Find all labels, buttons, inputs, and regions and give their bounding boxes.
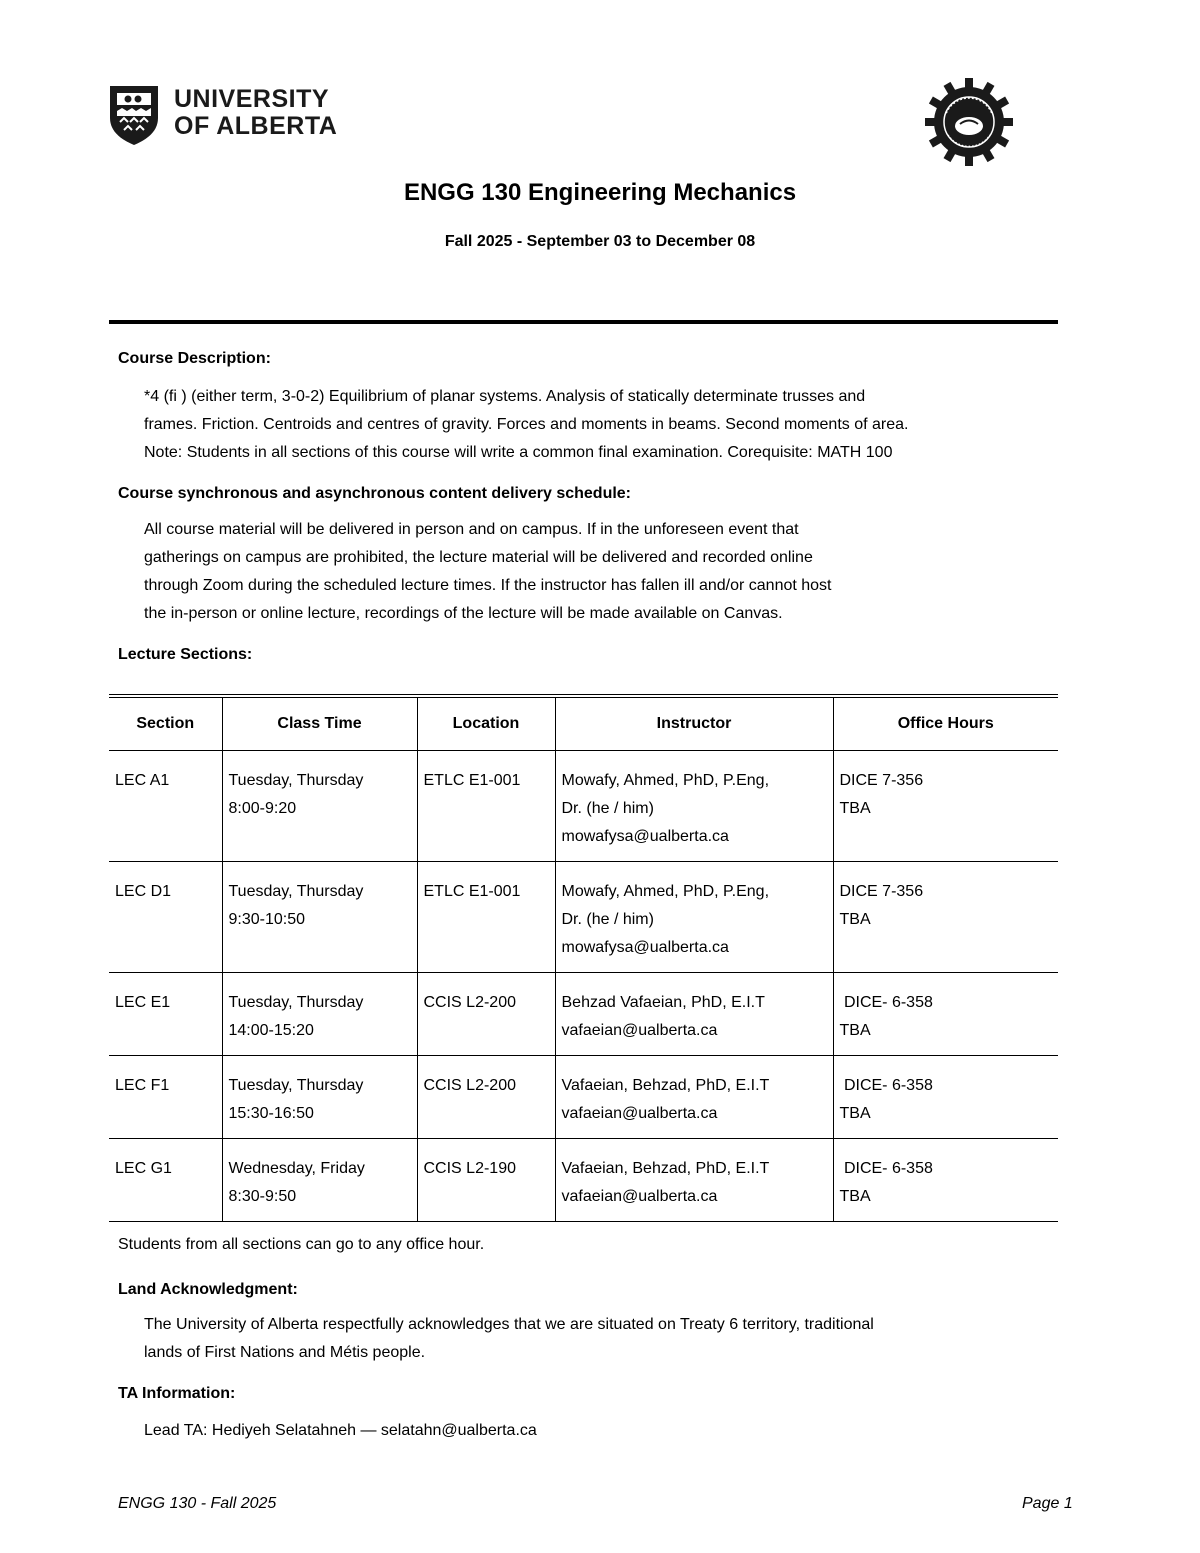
- class-days: Wednesday, Friday: [228, 1160, 365, 1177]
- course-description-heading: Course Description:: [118, 350, 271, 367]
- instructor-email: mowafysa@ualberta.ca: [561, 828, 729, 845]
- column-header-location: Location: [417, 698, 555, 751]
- location-cell: ETLC E1-001: [417, 862, 555, 973]
- office-hour-note: Students from all sections can go to any office hour.: [118, 1236, 485, 1253]
- location-cell: CCIS L2-200: [417, 1056, 555, 1139]
- office-room: DICE 7-356: [839, 772, 924, 789]
- land-acknowledgment-text: [144, 1311, 874, 1367]
- table-header-row: [109, 698, 1058, 751]
- office-hours-cell: [833, 973, 1058, 1056]
- class-days: Tuesday, Thursday: [228, 883, 364, 900]
- column-header-office-hours: Office Hours: [833, 698, 1058, 751]
- class-hours: 15:30-16:50: [228, 1105, 314, 1122]
- instructor-title: Dr. (he / him): [561, 911, 654, 928]
- delivery-schedule-text: [144, 516, 832, 628]
- column-header-section: Section: [109, 698, 222, 751]
- office-hours-cell: [833, 862, 1058, 973]
- class-time-cell: [222, 862, 417, 973]
- delivery-line: All course material will be delivered in person and on campus. If in the unforeseen event that: [144, 521, 799, 538]
- ta-information-text: [144, 1417, 537, 1445]
- office-time: TBA: [839, 800, 871, 817]
- header-divider: [109, 320, 1058, 324]
- office-time: TBA: [839, 1105, 871, 1122]
- instructor-email: mowafysa@ualberta.ca: [561, 939, 729, 956]
- instructor-name: Mowafy, Ahmed, PhD, P.Eng,: [561, 883, 770, 900]
- instructor-cell: [555, 751, 833, 862]
- class-hours: 8:30-9:50: [228, 1188, 297, 1205]
- table-top-rule: [109, 694, 1058, 695]
- office-room: DICE- 6-358: [839, 1160, 933, 1177]
- land-acknowledgment-line: lands of First Nations and Métis people.: [144, 1344, 426, 1361]
- delivery-schedule-heading: Course synchronous and asynchronous content delivery schedule:: [118, 485, 632, 502]
- instructor-cell: [555, 973, 833, 1056]
- instructor-name: Vafaeian, Behzad, PhD, E.I.T: [561, 1160, 770, 1177]
- table-row: [109, 1139, 1058, 1222]
- shield-icon: [108, 84, 160, 146]
- class-time-cell: [222, 751, 417, 862]
- office-room: DICE- 6-358: [839, 994, 933, 1011]
- table-row: [109, 751, 1058, 862]
- term-dates: Fall 2025 - September 03 to December 08: [444, 233, 756, 250]
- table-row: [109, 862, 1058, 973]
- office-time: TBA: [839, 1188, 871, 1205]
- table-row: [109, 1056, 1058, 1139]
- section-cell: LEC D1: [109, 862, 222, 973]
- class-days: Tuesday, Thursday: [228, 772, 364, 789]
- course-description-text: [144, 383, 908, 467]
- page-number: Page 1: [1022, 1495, 1073, 1512]
- footer-course: ENGG 130 - Fall 2025: [118, 1495, 277, 1512]
- instructor-email: vafaeian@ualberta.ca: [561, 1105, 718, 1122]
- lecture-sections-heading: Lecture Sections:: [118, 646, 253, 663]
- engineering-gear-logo: [924, 77, 1014, 167]
- instructor-name: Behzad Vafaeian, PhD, E.I.T: [561, 994, 765, 1011]
- logo-text-line-2: OF ALBERTA: [174, 112, 338, 140]
- instructor-email: vafaeian@ualberta.ca: [561, 1188, 718, 1205]
- lecture-sections-table: [109, 697, 1058, 1222]
- course-description-line: frames. Friction. Centroids and centres of gravity. Forces and moments in beams. Second moments of area.: [144, 416, 909, 433]
- section-cell: LEC G1: [109, 1139, 222, 1222]
- column-header-instructor: Instructor: [555, 698, 833, 751]
- delivery-line: through Zoom during the scheduled lecture times. If the instructor has fallen ill and/or cannot host: [144, 577, 832, 594]
- location-cell: ETLC E1-001: [417, 751, 555, 862]
- instructor-name: Mowafy, Ahmed, PhD, P.Eng,: [561, 772, 770, 789]
- instructor-cell: [555, 1139, 833, 1222]
- class-days: Tuesday, Thursday: [228, 1077, 364, 1094]
- class-hours: 9:30-10:50: [228, 911, 306, 928]
- office-hours-cell: [833, 1139, 1058, 1222]
- delivery-line: the in-person or online lecture, recordings of the lecture will be made available on Canvas.: [144, 605, 783, 622]
- gear-icon: [924, 77, 1014, 167]
- land-acknowledgment-heading: Land Acknowledgment:: [118, 1281, 298, 1298]
- instructor-email: vafaeian@ualberta.ca: [561, 1022, 718, 1039]
- instructor-name: Vafaeian, Behzad, PhD, E.I.T: [561, 1077, 770, 1094]
- page-title: ENGG 130 Engineering Mechanics: [403, 179, 797, 206]
- section-cell: LEC F1: [109, 1056, 222, 1139]
- course-description-line: Note: Students in all sections of this course will write a common final examination. Corequisite: MATH 100: [144, 444, 893, 461]
- office-time: TBA: [839, 911, 871, 928]
- ta-information-heading: TA Information:: [118, 1385, 236, 1402]
- class-days: Tuesday, Thursday: [228, 994, 364, 1011]
- location-cell: CCIS L2-200: [417, 973, 555, 1056]
- university-of-alberta-logo: [108, 84, 348, 146]
- instructor-cell: [555, 862, 833, 973]
- course-description-line: *4 (fi ) (either term, 3-0-2) Equilibrium of planar systems. Analysis of statically determinate trusses and: [144, 388, 866, 405]
- class-hours: 8:00-9:20: [228, 800, 297, 817]
- section-cell: LEC A1: [109, 751, 222, 862]
- class-time-cell: [222, 973, 417, 1056]
- lead-ta-line: Lead TA: Hediyeh Selatahneh — selatahn@ualberta.ca: [144, 1422, 537, 1439]
- logo-text-line-1: UNIVERSITY: [174, 85, 330, 113]
- class-hours: 14:00-15:20: [228, 1022, 314, 1039]
- section-cell: LEC E1: [109, 973, 222, 1056]
- office-room: DICE- 6-358: [839, 1077, 933, 1094]
- class-time-cell: [222, 1139, 417, 1222]
- delivery-line: gatherings on campus are prohibited, the lecture material will be delivered and recorded online: [144, 549, 813, 566]
- office-room: DICE 7-356: [839, 883, 924, 900]
- table-row: [109, 973, 1058, 1056]
- class-time-cell: [222, 1056, 417, 1139]
- office-hours-cell: [833, 751, 1058, 862]
- instructor-title: Dr. (he / him): [561, 800, 654, 817]
- office-time: TBA: [839, 1022, 871, 1039]
- office-hours-cell: [833, 1056, 1058, 1139]
- land-acknowledgment-line: The University of Alberta respectfully acknowledges that we are situated on Treaty 6 territory, traditional: [144, 1316, 874, 1333]
- instructor-cell: [555, 1056, 833, 1139]
- location-cell: CCIS L2-190: [417, 1139, 555, 1222]
- column-header-class-time: Class Time: [222, 698, 417, 751]
